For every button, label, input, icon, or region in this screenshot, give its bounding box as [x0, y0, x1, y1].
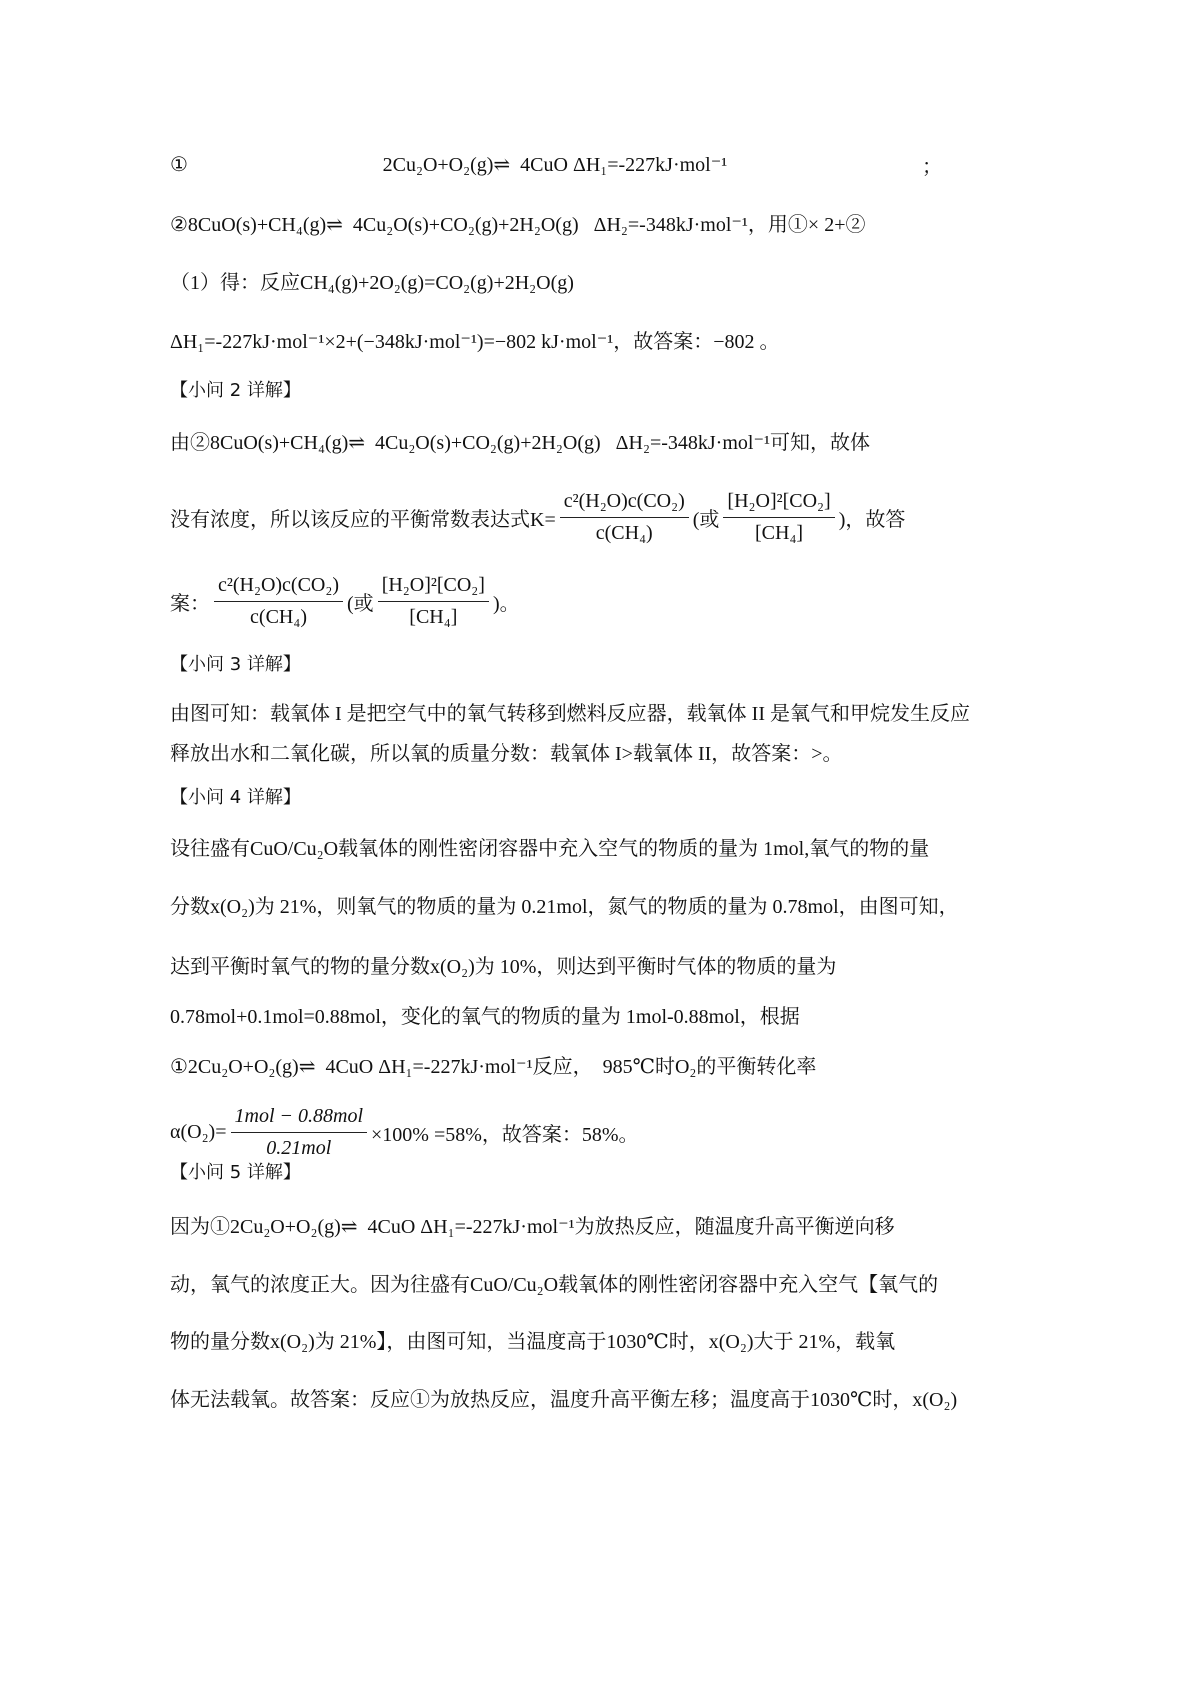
text-line [170, 1210, 942, 1239]
text-segment: 没有浓度，所以该反应的平衡常数表达式K= [170, 509, 556, 531]
text-segment: 由②8CuO(s)+CH₄(g)⇌ 4Cu₂O(s)+CO₂(g)+2H₂O(g) ΔH₂=-348kJ·mol⁻¹可知，故体 [170, 432, 870, 454]
fraction [214, 574, 343, 629]
text-line [170, 325, 942, 354]
text-segment: ； [921, 156, 942, 178]
text-segment: 【小问 3 详解】 [170, 654, 301, 675]
text-segment: （1）得：反应CH₄(g)+2O₂(g)=CO₂(g)+2H₂O(g) [170, 272, 574, 294]
text-segment: 2Cu₂O+O₂(g)⇌ 4CuO ΔH₁=-227kJ·mol⁻¹ [382, 154, 728, 176]
text-line [170, 150, 942, 179]
text-segment: )，故答 [838, 509, 906, 531]
denominator: [CH₄] [755, 522, 804, 544]
text-segment: 【小问 5 详解】 [170, 1162, 301, 1183]
text-line [170, 737, 942, 766]
text-segment: ①2Cu₂O+O₂(g)⇌ 4CuO ΔH₁=-227kJ·mol⁻¹反应， 985℃时O₂的平衡转化率 [170, 1056, 817, 1078]
text-segment: ②8CuO(s)+CH₄(g)⇌ 4Cu₂O(s)+CO₂(g)+2H₂O(g) ΔH₂=-348kJ·mol⁻¹，用①× 2+② [170, 214, 866, 236]
numerator: 1mol − 0.88mol [231, 1105, 368, 1133]
text-segment: 案： [170, 593, 210, 615]
text-segment: 设往盛有CuO/Cu₂O载氧体的刚性密闭容器中充入空气的物质的量为 1mol,氧气的物的量 [170, 838, 930, 860]
text-line [170, 266, 942, 295]
text-segment: 【小问 4 详解】 [170, 787, 301, 808]
text-line [170, 208, 942, 237]
fraction [560, 490, 689, 545]
numerator: c²(H₂O)c(CO₂) [214, 574, 343, 602]
text-segment: α(O₂)= [170, 1121, 227, 1143]
fraction [231, 1105, 368, 1160]
text-segment: (或 [692, 509, 720, 531]
text-segment: )。 [492, 593, 520, 615]
text-segment: ΔH₁=-227kJ·mol⁻¹×2+(−348kJ·mol⁻¹)=−802 kJ·mol⁻¹，故答案：−802 。 [170, 331, 780, 353]
text-line [170, 1325, 942, 1354]
text-line [170, 890, 959, 919]
text-line [170, 574, 942, 629]
numerator: [H₂O]²[CO₂] [723, 490, 834, 518]
numerator: [H₂O]²[CO₂] [378, 574, 489, 602]
text-segment: (或 [347, 593, 374, 615]
denominator: [CH₄] [409, 606, 458, 628]
text-segment: 因为①2Cu₂O+O₂(g)⇌ 4CuO ΔH₁=-227kJ·mol⁻¹为放热反应，随温度升高平衡逆向移 [170, 1216, 895, 1238]
text-line [170, 490, 942, 545]
text-line [170, 832, 942, 861]
text-segment: 体无法载氧。故答案：反应①为放热反应，温度升高平衡左移；温度高于1030℃时，x(O₂) [170, 1389, 958, 1411]
text-segment: ① [170, 154, 188, 176]
section-heading [170, 1158, 942, 1184]
text-line [170, 1383, 958, 1412]
text-segment: 分数x(O₂)为 21%，则氧气的物质的量为 0.21mol，氮气的物质的量为 0.78mol，由图可知， [170, 896, 959, 918]
fraction [723, 490, 834, 545]
text-line [170, 697, 970, 726]
text-segment: ×100% =58%，故答案：58%。 [371, 1124, 639, 1146]
text-line [170, 950, 942, 979]
section-heading [170, 783, 942, 809]
fraction [378, 574, 489, 629]
numerator: c²(H₂O)c(CO₂) [560, 490, 689, 518]
text-line [170, 1050, 942, 1079]
text-segment: 物的量分数x(O₂)为 21%】，由图可知，当温度高于1030℃时，x(O₂)大于 21%，载氧 [170, 1331, 896, 1353]
text-line [170, 1268, 942, 1297]
text-segment: 由图可知：载氧体 I 是把空气中的氧气转移到燃料反应器，载氧体 II 是氧气和甲烷发生反应 [170, 703, 970, 725]
denominator: c(CH₄) [595, 522, 653, 544]
text-segment: 释放出水和二氧化碳，所以氧的质量分数：载氧体 I>载氧体 II，故答案：>。 [170, 743, 843, 765]
section-heading [170, 376, 942, 402]
text-line [170, 1000, 942, 1029]
denominator: c(CH₄) [250, 606, 307, 628]
denominator: 0.21mol [266, 1137, 332, 1159]
text-segment: 达到平衡时氧气的物的量分数x(O₂)为 10%，则达到平衡时气体的物质的量为 [170, 956, 837, 978]
text-line [170, 426, 942, 455]
text-segment: 0.78mol+0.1mol=0.88mol，变化的氧气的物质的量为 1mol-0.88mol，根据 [170, 1006, 800, 1028]
text-line [170, 1105, 942, 1160]
section-heading [170, 650, 942, 676]
text-segment: 【小问 2 详解】 [170, 380, 301, 401]
text-segment: 动，氧气的浓度正大。因为往盛有CuO/Cu₂O载氧体的刚性密闭容器中充入空气【氧气的 [170, 1274, 939, 1296]
